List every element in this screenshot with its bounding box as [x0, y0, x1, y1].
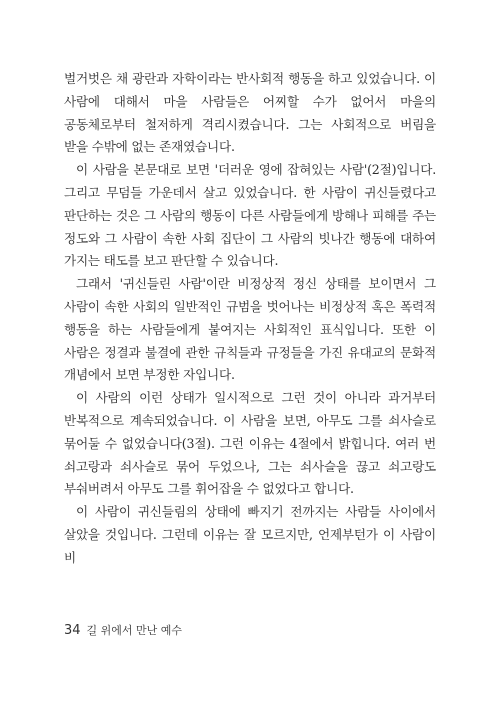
body-text: [64, 68, 436, 570]
paragraph-2: 이 사람을 본문대로 보면 '더러운 영에 잡혀있는 사람'(2절)입니다. 그리고 무덤들 가운데서 살고 있었습니다. 한 사람이 귀신들렸다고 판단하는 것은 그 사람의 행동이 다른 사람들에게 방해나 피해를 주는 정도와 그 사람이 속한 사회 집단이 그 사람의 빗나간 행동에 대하여 가지는 태도를 보고 판단할 수 있습니다.: [64, 162, 436, 269]
paragraph-5: 이 사람이 귀신들림의 상태에 빠지기 전까지는 사람들 사이에서 살았을 것입니다. 그런데 이유는 잘 모르지만, 언제부턴가 이 사람이 비: [64, 504, 436, 565]
paragraph-4: 이 사람의 이런 상태가 일시적으로 그런 것이 아니라 과거부터 반복적으로 계속되었습니다. 이 사람을 보면, 아무도 그를 쇠사슬로 묶어둘 수 없었습니다(3절). 그런 이유는 4절에서 밝힙니다. 여러 번 쇠고랑과 쇠사슬로 묶어 두었으나, 그는 쇠사슬을 끊고 쇠고랑도 부숴버려서 아무도 그를 휘어잡을 수 없었다고 합니다.: [64, 390, 436, 497]
paragraph-1: 벌거벗은 채 광란과 자학이라는 반사회적 행동을 하고 있었습니다. 이 사람에 대해서 마을 사람들은 어찌할 수가 없어서 마을의 공동체로부터 철저하게 격리시켰습니다. 그는 사회적으로 버림을 받을 수밖에 없는 존재였습니다.: [64, 71, 436, 155]
paragraph-3: 그래서 '귀신들린 사람'이란 비정상적 정신 상태를 보이면서 그 사람이 속한 사회의 일반적인 규범을 벗어나는 비정상적 혹은 폭력적 행동을 하는 사람들에게 붙여지는 사회적인 표식입니다. 또한 이 사람은 정결과 불결에 관한 규칙들과 규정들을 가진 유대교의 문화적 개념에서 보면 부정한 자입니다.: [64, 276, 436, 383]
running-title: 길 위에서 만난 예수: [86, 624, 183, 637]
page-number: 34: [64, 623, 81, 638]
page-footer: [64, 622, 182, 638]
